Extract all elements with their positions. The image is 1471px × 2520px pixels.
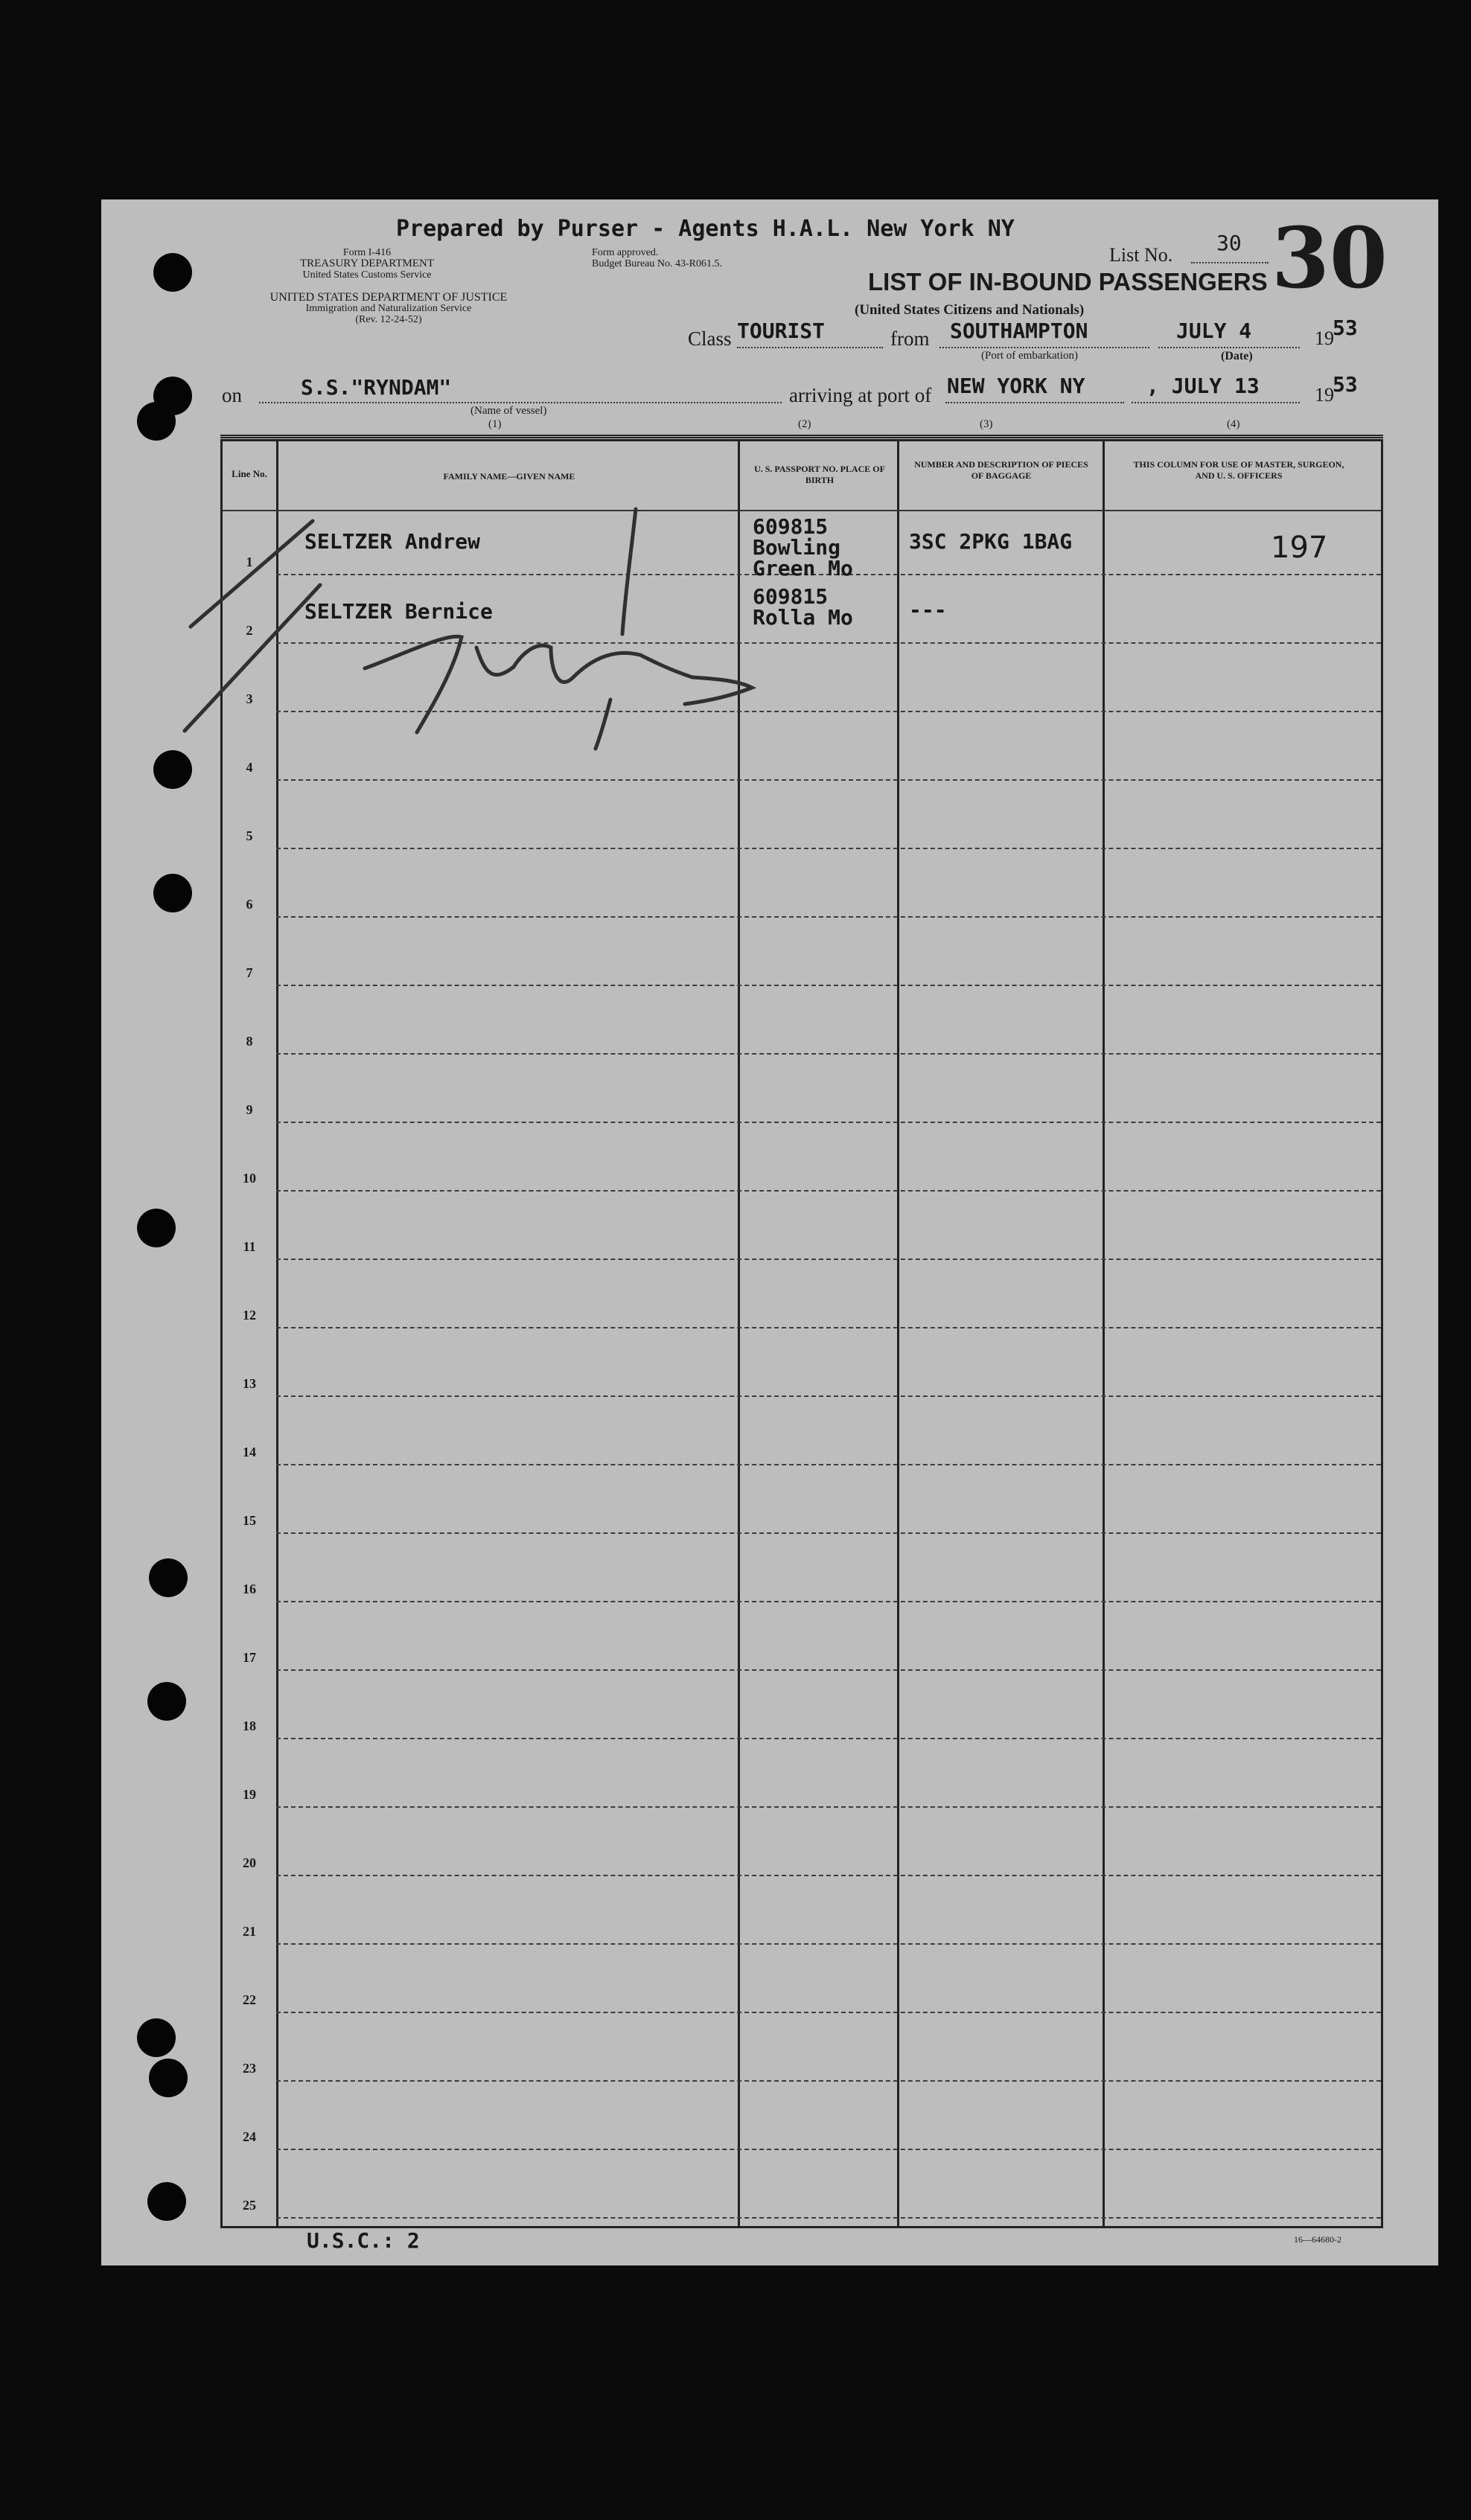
row-1-birthplace-2: Green Mo (753, 556, 853, 581)
arrival-date-value: , JULY 13 (1146, 374, 1260, 398)
row-1-baggage: 3SC 2PKG 1BAG (909, 529, 1073, 554)
date-caption: (Date) (1221, 350, 1253, 362)
line-number: 24 (243, 2129, 256, 2144)
date-value: JULY 4 (1176, 319, 1252, 343)
line-number: 21 (243, 1924, 256, 1939)
row-1-passport: 609815 (753, 514, 829, 539)
row-2-birthplace-1: Rolla Mo (753, 605, 853, 630)
line-number: 9 (246, 1102, 253, 1117)
row-1-birthplace-1: Bowling (753, 535, 841, 560)
line-number: 12 (243, 1308, 256, 1323)
line-number: 19 (243, 1787, 256, 1802)
page-number: 30 (1271, 210, 1388, 307)
line-number: 5 (246, 828, 253, 843)
arrival-year-prefix: 19 (1315, 384, 1334, 406)
line-number: 25 (243, 2198, 256, 2213)
on-label: on (222, 384, 242, 406)
form-number-block: Form I-416 TREASURY DEPARTMENT United States Customs Service (299, 247, 435, 281)
row-2-name: SELTZER Bernice (304, 599, 493, 624)
vessel-caption: (Name of vessel) (470, 405, 547, 417)
line-number: 14 (243, 1445, 256, 1459)
year-value: 53 (1333, 316, 1358, 340)
line-number: 2 (246, 623, 253, 638)
document-title: LIST OF IN-BOUND PASSENGERS (868, 268, 1268, 295)
prepared-by-line: Prepared by Purser - Agents H.A.L. New York NY (396, 216, 1015, 242)
line-number: 11 (243, 1239, 256, 1254)
col-num-1: (1) (488, 418, 502, 430)
pencil-signature (365, 636, 752, 749)
line-number: 4 (246, 760, 253, 775)
row-1-officer-number: 197 (1271, 531, 1328, 565)
line-number: 10 (243, 1171, 256, 1186)
line-number: 7 (246, 965, 253, 980)
arrival-year-value: 53 (1333, 372, 1358, 397)
list-no-label: List No. (1109, 244, 1173, 266)
class-value: TOURIST (737, 319, 826, 343)
list-no-value: 30 (1216, 231, 1242, 255)
col-header-name: FAMILY NAME—GIVEN NAME (443, 471, 575, 482)
line-number: 13 (243, 1376, 256, 1391)
row-2-passport: 609815 (753, 584, 829, 609)
row-2-baggage: --- (909, 598, 947, 622)
col-header-officers: THIS COLUMN FOR USE OF MASTER, SURGEON, AND U. S. OFFICERS (1133, 459, 1344, 481)
from-value: SOUTHAMPTON (950, 319, 1088, 343)
year-prefix: 19 (1315, 327, 1334, 349)
col-num-2: (2) (798, 418, 811, 430)
agency-block: UNITED STATES DEPARTMENT OF JUSTICE Immigration and Naturalization Service (Rev. 12-24-52) (269, 291, 508, 325)
usc-count: U.S.C.: 2 (307, 2228, 420, 2253)
arrival-port-value: NEW YORK NY (947, 374, 1085, 398)
col-num-3: (3) (980, 418, 993, 430)
tick-mark-2 (185, 585, 320, 731)
line-number: 23 (243, 2061, 256, 2076)
line-number: 17 (243, 1650, 256, 1665)
col-num-4: (4) (1227, 418, 1240, 430)
line-number: 22 (243, 1992, 256, 2007)
from-label: from (890, 327, 930, 350)
line-number: 3 (246, 691, 253, 706)
line-number: 6 (246, 897, 253, 912)
col-header-passport: U. S. PASSPORT NO. PLACE OF BIRTH (754, 464, 885, 485)
row-1-name: SELTZER Andrew (304, 529, 481, 554)
line-number: 18 (243, 1718, 256, 1733)
line-number: 15 (243, 1513, 256, 1528)
line-number: 20 (243, 1855, 256, 1870)
line-number: 16 (243, 1582, 256, 1596)
form-approved: Form approved. Budget Bureau No. 43-R061.5. (592, 247, 722, 269)
line-number: 8 (246, 1034, 253, 1049)
vessel-value: S.S."RYNDAM" (301, 375, 452, 400)
document-subtitle: (United States Citizens and Nationals) (855, 302, 1085, 318)
vertical-pencil-stroke (622, 509, 636, 634)
arriving-label: arriving at port of (789, 384, 932, 406)
col-header-line-no: Line No. (232, 468, 267, 479)
print-code: 16—64680-2 (1294, 2234, 1341, 2245)
line-number: 1 (246, 554, 253, 569)
col-header-baggage: NUMBER AND DESCRIPTION OF PIECES OF BAGGAGE (914, 459, 1088, 481)
class-label: Class (688, 327, 732, 350)
port-of-embarkation-caption: (Port of embarkation) (981, 350, 1078, 362)
